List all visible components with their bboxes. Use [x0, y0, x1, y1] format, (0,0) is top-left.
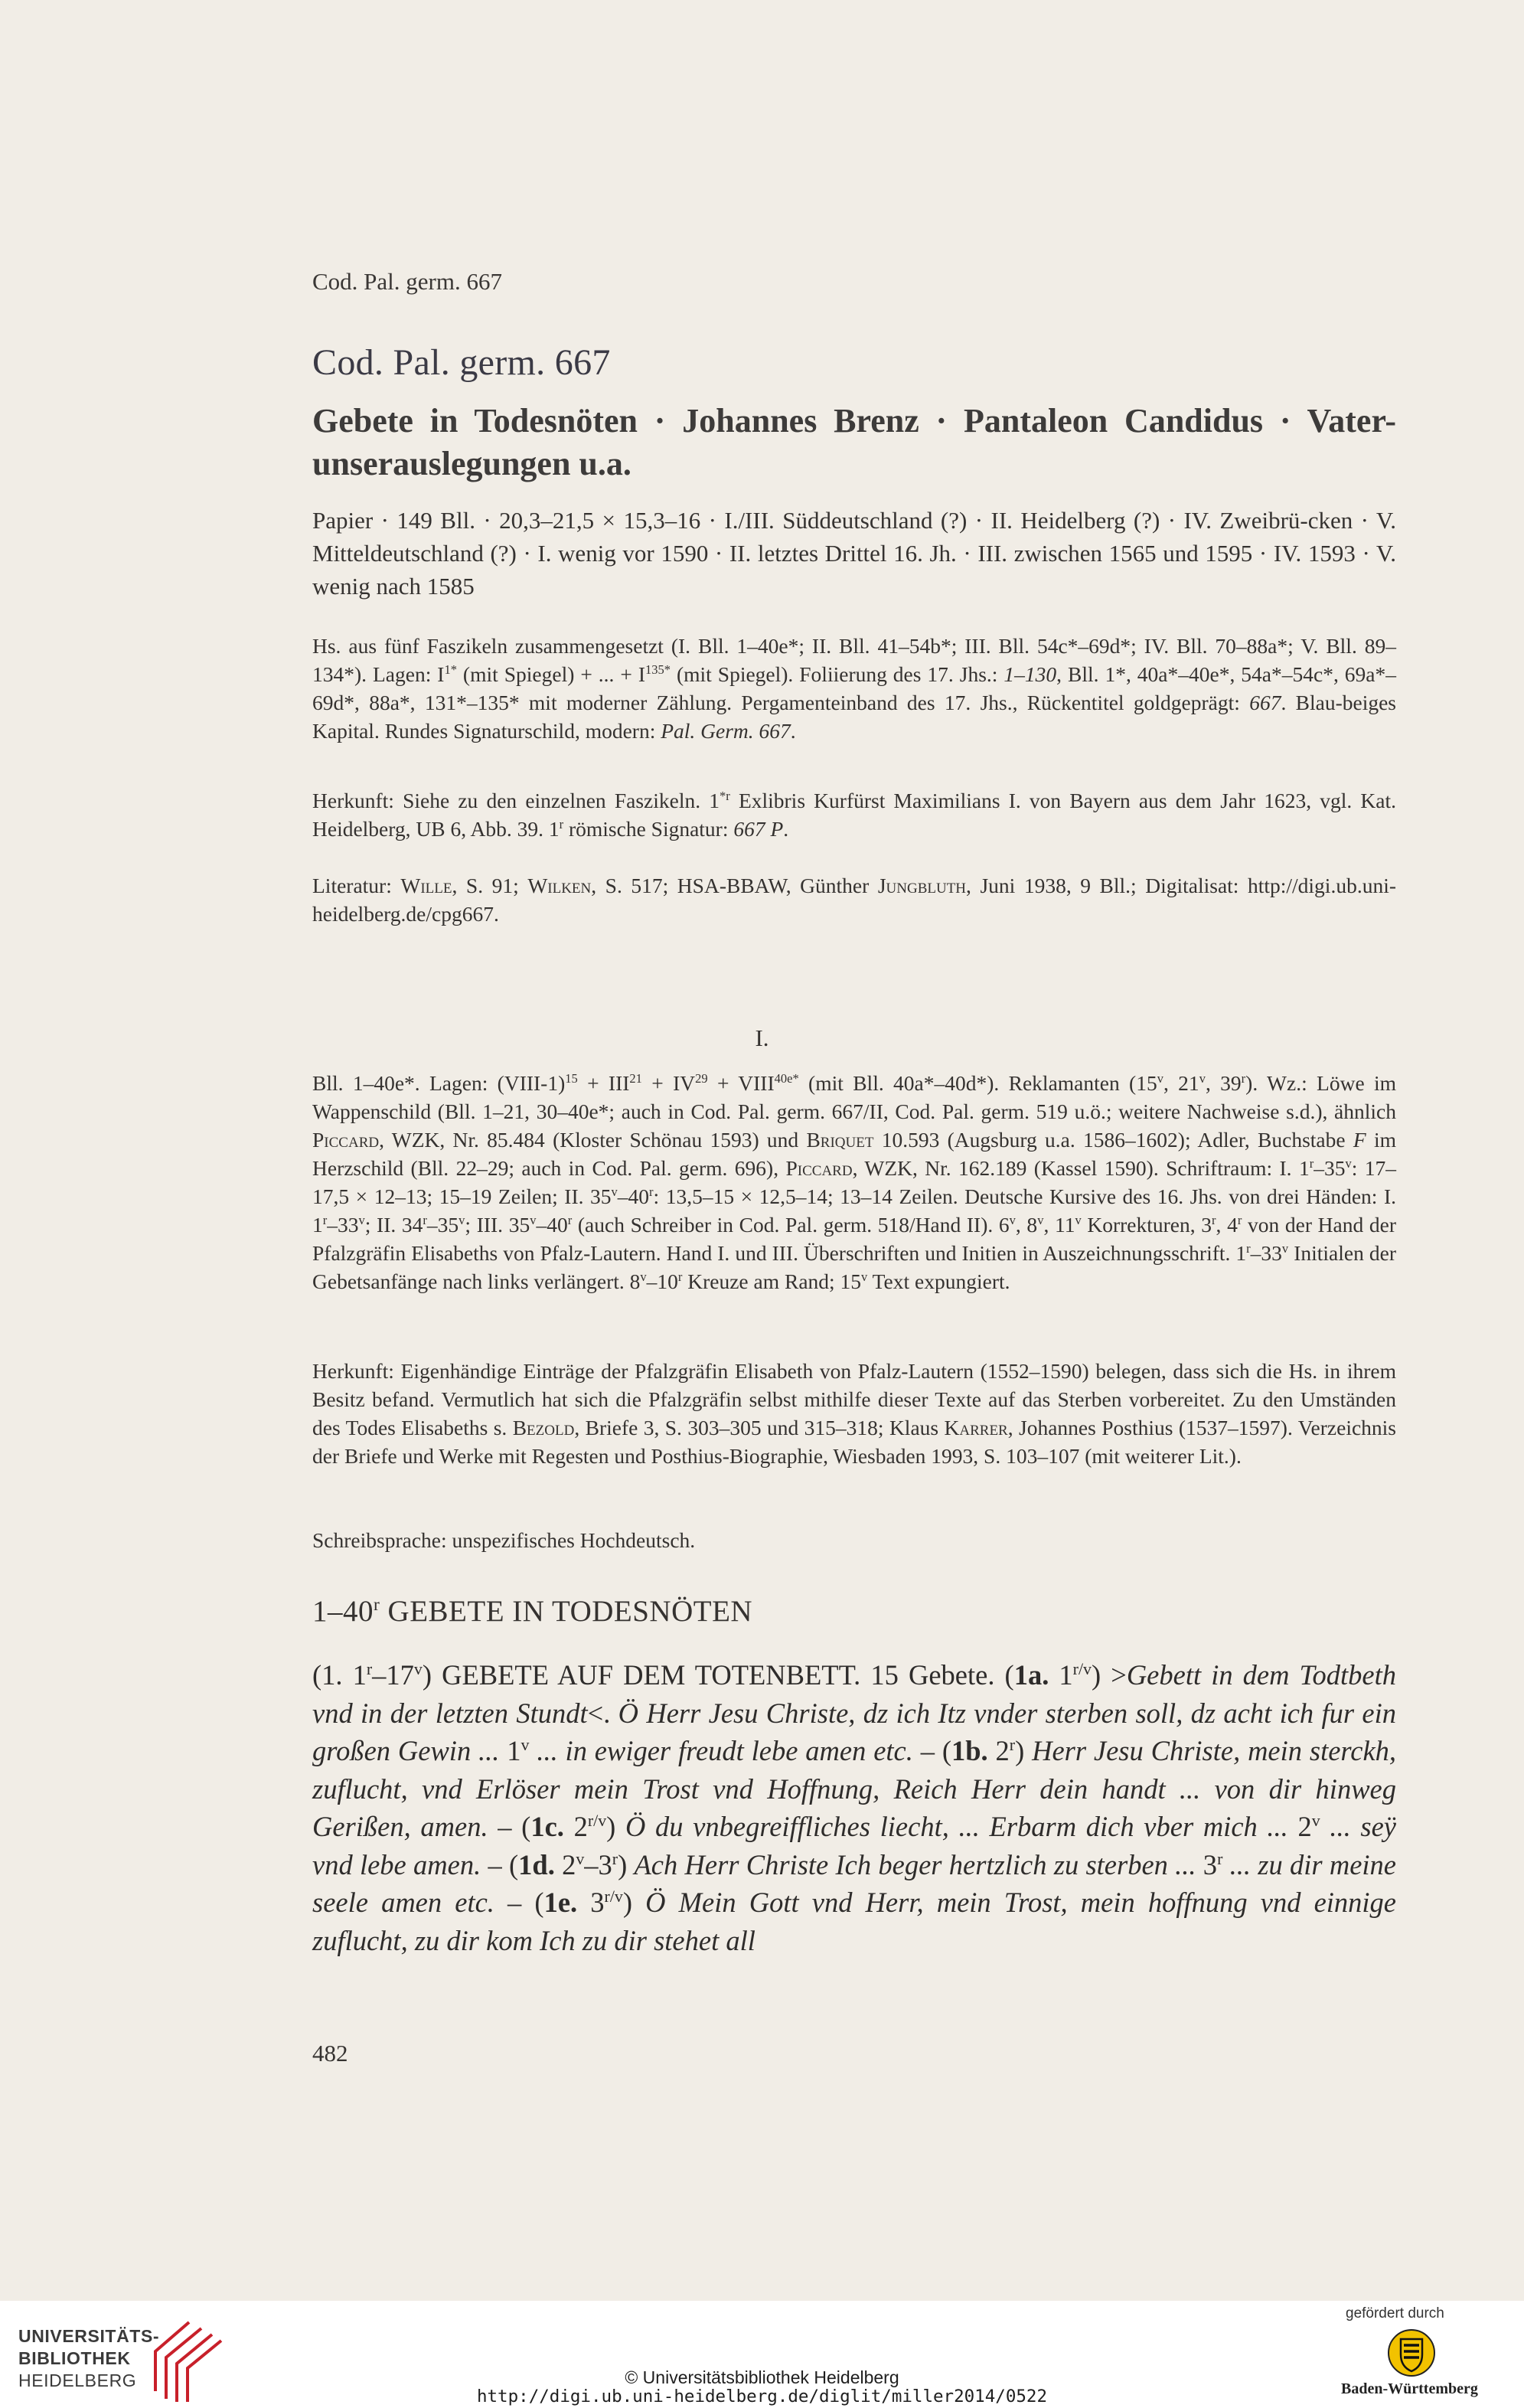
library-name-line: BIBLIOTHEK	[18, 2348, 131, 2368]
library-name-line: UNIVERSITÄTS-	[18, 2326, 160, 2346]
sponsor-name: Baden-Württemberg	[1341, 2380, 1478, 2397]
library-name-line: HEIDELBERG	[18, 2370, 137, 2390]
main-title: Gebete in Todesnöten · Johannes Brenz · Pantaleon Candidus · Vater-unserauslegungen u.a.	[312, 402, 1396, 482]
quire-description: Bll. 1–40e*. Lagen: (VIII-1)$^{15}$ + $III^{21} + IV^{29}$ + $VIII^{40e*}$ (mit Bll. 40a*–40d*). Reklamanten (15$^v$, 21$^v$, 39$^r$). Wz.: Löwe im Wappenschild (Bll. 1–21, 30–40e*; auch in Cod. Pal. germ. 667/II, Cod. Pal. germ. 519 u.ö.; weitere Nachweise s.d.), ähnlich Piccard, WZK, Nr. 85.484 (Kloster Schönau 1593) und Briquet 10.593 (Augsburg u.a. 1586–1602); Adler, Buchstabe F im Herzschild (Bll. 22–29; auch in Cod. Pal. germ. 696), Piccard, WZK, Nr. 162.189 (Kassel 1590). Schriftraum: I. 1$^r$–35$^v$: 17–17,5 × 12–13; 15–19 Zeilen; II. 35$^v$–40$^r$: 13,5–15 × 12,5–14; 13–14 Zeilen. Deutsche Kursive des 16. Jhs. von drei Händen: I. 1$^r$–33$^v$; II. 34$^r$–35$^v$; III. 35$^v$–40$^r$ (auch Schreiber in Cod. Pal. germ. 518/Hand II). 6$^v$, 8$^v$, 11$^v$ Korrekturen, 3$^r$, 4$^r$ von der Hand der Pfalzgräfin Elisabeths von Pfalz-Lautern. Hand I. und III. Überschriften und Initien in Auszeichnungsschrift. 1$^r$–33$^v$ Initialen der Gebetsanfänge nach links verlängert. 8$^v$–10$^r$ Kreuze am Rand; 15$^v$ Text expungiert.	[312, 1070, 1397, 1293]
literature-paragraph: Literatur: Wille, S. 91; Wilken, S. 517; HSA-BBAW, Günther Jungbluth, Juni 1938, 9 Bll.; Digitalisat: http://digi.ub.uni-heidelberg.de/cpg667.	[312, 874, 1396, 926]
script-language: Schreibsprache: unspezifisches Hochdeutsch.	[312, 1528, 696, 1552]
sponsor-label: gefördert durch	[1346, 2305, 1444, 2321]
part-provenance: Herkunft: Eigenhändige Einträge der Pfalzgräfin Elisabeth von Pfalz-Lautern (1552–1590) belegen, dass sich die Hs. in ihrem Besitz befand. Vermutlich hat sich die Pfalzgräfin selbst mithilfe dieser Texte auf das Sterben vorbereitet. Zu den Umständen des Todes Elisabeths s. Bezold, Briefe 3, S. 303–305 und 315–318; Klaus Karrer, Johannes Posthius (1537–1597). Verzeichnis der Briefe und Werke mit Regesten und Posthius-Biographie, Wiesbaden 1993, S. 103–107 (mit weiterer Lit.).	[312, 1359, 1397, 1468]
state-crest-icon	[1387, 2328, 1436, 2377]
section-number: I.	[755, 1024, 769, 1051]
section-heading: 1–40$^r$ GEBETE IN TODESNÖTEN	[312, 1595, 753, 1628]
prayer-entries: (1. 1$^r$–17$^v$) GEBETE AUF DEM TOTENBETT. 15 Gebete. (1a. $1^{r/v}$) >Gebett in dem Todtbeth vnd in der letzten Stundt<. Ö Herr Jesu Christe, dz ich Itz vnder sterben soll, dz acht ich fur ein großen Gewin ... 1$^v$ ... in ewiger freudt lebe amen etc. – (1b. 2$^r$) Herr Jesu Christe, mein sterckh, zuflucht, vnd Erlöser mein Trost vnd Hoffnung, Reich Herr dein handt ... von dir hinweg Gerißen, amen. – (1c. $2^{r/v}$) Ö du vnbegreiffliches liecht, ... Erbarm dich vber mich ... 2$^v$ ... seÿ vnd lebe amen. – (1d. 2$^v$–3$^r$) Ach Herr Christe Ich beger hertzlich zu sterben ... 3$^r$ ... zu dir meine seele amen etc. – (1e. $3^{r/v}$) Ö Mein Gott vnd Herr, mein Trost, mein hoffnung vnd einnige zuflucht, zu dir kom Ich zu dir stehet all	[312, 1658, 1397, 1956]
fascicle-description: Hs. aus fünf Faszikeln zusammengesetzt (I. Bll. 1–40e*; II. Bll. 41–54b*; III. Bll. 54c*–69d*; IV. Bll. 70–88a*; V. Bll. 89–134*). Lagen: $I^{1*}$ (mit Spiegel) + ... + $I^{135*}$ (mit Spiegel). Foliierung des 17. Jhs.: 1–130, Bll. 1*, 40a*–40e*, 54a*–54c*, 69a*–69d*, 88a*, 131*–135* mit moderner Zählung. Pergamenteinband des 17. Jhs., Rückentitel goldgeprägt: 667. Blau-beiges Kapital. Rundes Signaturschild, modern: Pal. Germ. 667.	[312, 634, 1396, 743]
physical-description: Papier · 149 Bll. · 20,3–21,5 × 15,3–16 · I./III. Süddeutschland (?) · II. Heidelberg (?) · IV. Zweibrü-cken · V. Mitteldeutschland (?) · I. wenig vor 1590 · II. letztes Drittel 16. Jh. · III. zwischen 1565 und 1595 · IV. 1593 · V. wenig nach 1585	[312, 507, 1396, 600]
permalink-url[interactable]: http://digi.ub.uni-heidelberg.de/diglit/miller2014/0522	[476, 2387, 1048, 2406]
page-number: 482	[312, 2040, 348, 2067]
provenance-paragraph: Herkunft: Siehe zu den einzelnen Faszikeln. 1$^{*r}$ Exlibris Kurfürst Maximilians I. von Bayern aus dem Jahr 1623, vgl. Kat. Heidelberg, UB 6, Abb. 39. 1$^r$ römische Signatur: 667 P.	[312, 788, 1396, 841]
footer-bar	[0, 2301, 1524, 2408]
running-head: Cod. Pal. germ. 667	[312, 268, 502, 295]
codex-title: Cod. Pal. germ. 667	[312, 342, 611, 383]
copyright-notice: © Universitätsbibliothek Heidelberg	[625, 2367, 899, 2387]
